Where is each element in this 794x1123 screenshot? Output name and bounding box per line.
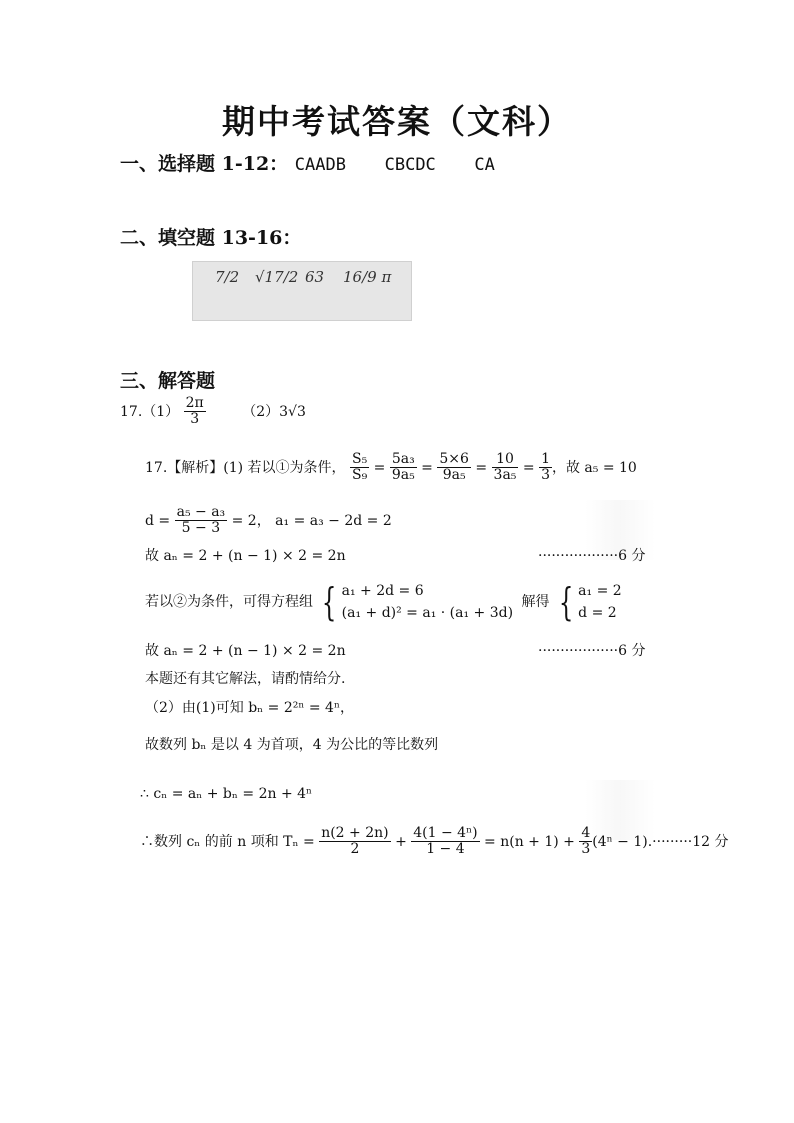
- section-multiple-choice: [120, 149, 495, 176]
- solution-line-6: （2）由(1)可知 bₙ = 2²ⁿ = 4ⁿ，: [145, 700, 355, 716]
- section-fill-blank-heading: 二、填空题 13-16：: [120, 227, 302, 249]
- handwritten-answer: 7/2: [215, 268, 240, 286]
- mc-answers-group3: CA: [474, 155, 495, 175]
- part2-answer: （2）3√3: [242, 403, 306, 420]
- section-solutions-heading: 三、解答题: [120, 370, 216, 392]
- solution-line-9: ∴数列 cₙ 的前 n 项和 Tₙ = $\frac{n(2 + 2n)}{2}$ + $\frac{\text{4(1 − 4ⁿ)}}{1 - 4}$ = n(n + 1) + $\frac{4}{3}$ (4ⁿ − 1).·········12 分: [140, 825, 729, 858]
- mc-answers-group1: CAADB: [294, 155, 346, 175]
- solution-note: 本题还有其它解法，请酌情给分.: [145, 671, 346, 687]
- solution-line-3: 故 aₙ = 2 + (n − 1) × 2 = 2n: [145, 548, 346, 564]
- q17-answer: [120, 396, 306, 428]
- handwritten-answers-image: [192, 261, 412, 321]
- score-mark: ··················6 分: [538, 548, 646, 564]
- handwritten-answer: √17/2: [255, 268, 299, 286]
- solution-line-8: ∴ cₙ = aₙ + bₙ = 2n + 4ⁿ: [140, 786, 313, 802]
- section-heading: 一、选择题 1-12：: [120, 153, 289, 175]
- mc-answers-group2: CBCDC: [384, 155, 436, 175]
- handwritten-answer: 63: [305, 268, 325, 286]
- score-mark: ··················6 分: [538, 643, 646, 659]
- handwritten-answer: 16/9 π: [343, 268, 392, 286]
- fraction: $\frac{2\pi}{3}$: [185, 395, 204, 428]
- solution-line-2: d = $\frac{\text{a₅ − a₃}}{5 - 3}$ = 2， a₁ = a₃ − 2d = 2: [145, 504, 392, 537]
- solution-line-4: 若以②为条件，可得方程组 { a₁ + 2d = 6 (a₁ + d)² = a₁ · (a₁ + 3d) 解得 { a₁ = 2 d = 2: [145, 580, 622, 624]
- solution-line-5: 故 aₙ = 2 + (n − 1) × 2 = 2n: [145, 643, 346, 659]
- part-label: （1）: [142, 403, 180, 420]
- page-title: 期中考试答案（文科）: [222, 102, 572, 141]
- solution-line-1: 17.【解析】(1) 若以①为条件， $\frac{\text{S₅}}{\text{S₉}}$ = $\frac{\text{5a₃}}{\text{9a₅}}$ = $\frac{5\times 6}{\text{9a₅}}$ = $\frac{10}{\text{3a₅}}$ = $\frac{1}{3}$ ，故 a₅ = 10: [145, 451, 637, 484]
- solution-line-7: 故数列 bₙ 是以 4 为首项，4 为公比的等比数列: [145, 737, 439, 753]
- score-mark: ·········12 分: [652, 833, 729, 850]
- question-number: 17.: [120, 403, 143, 420]
